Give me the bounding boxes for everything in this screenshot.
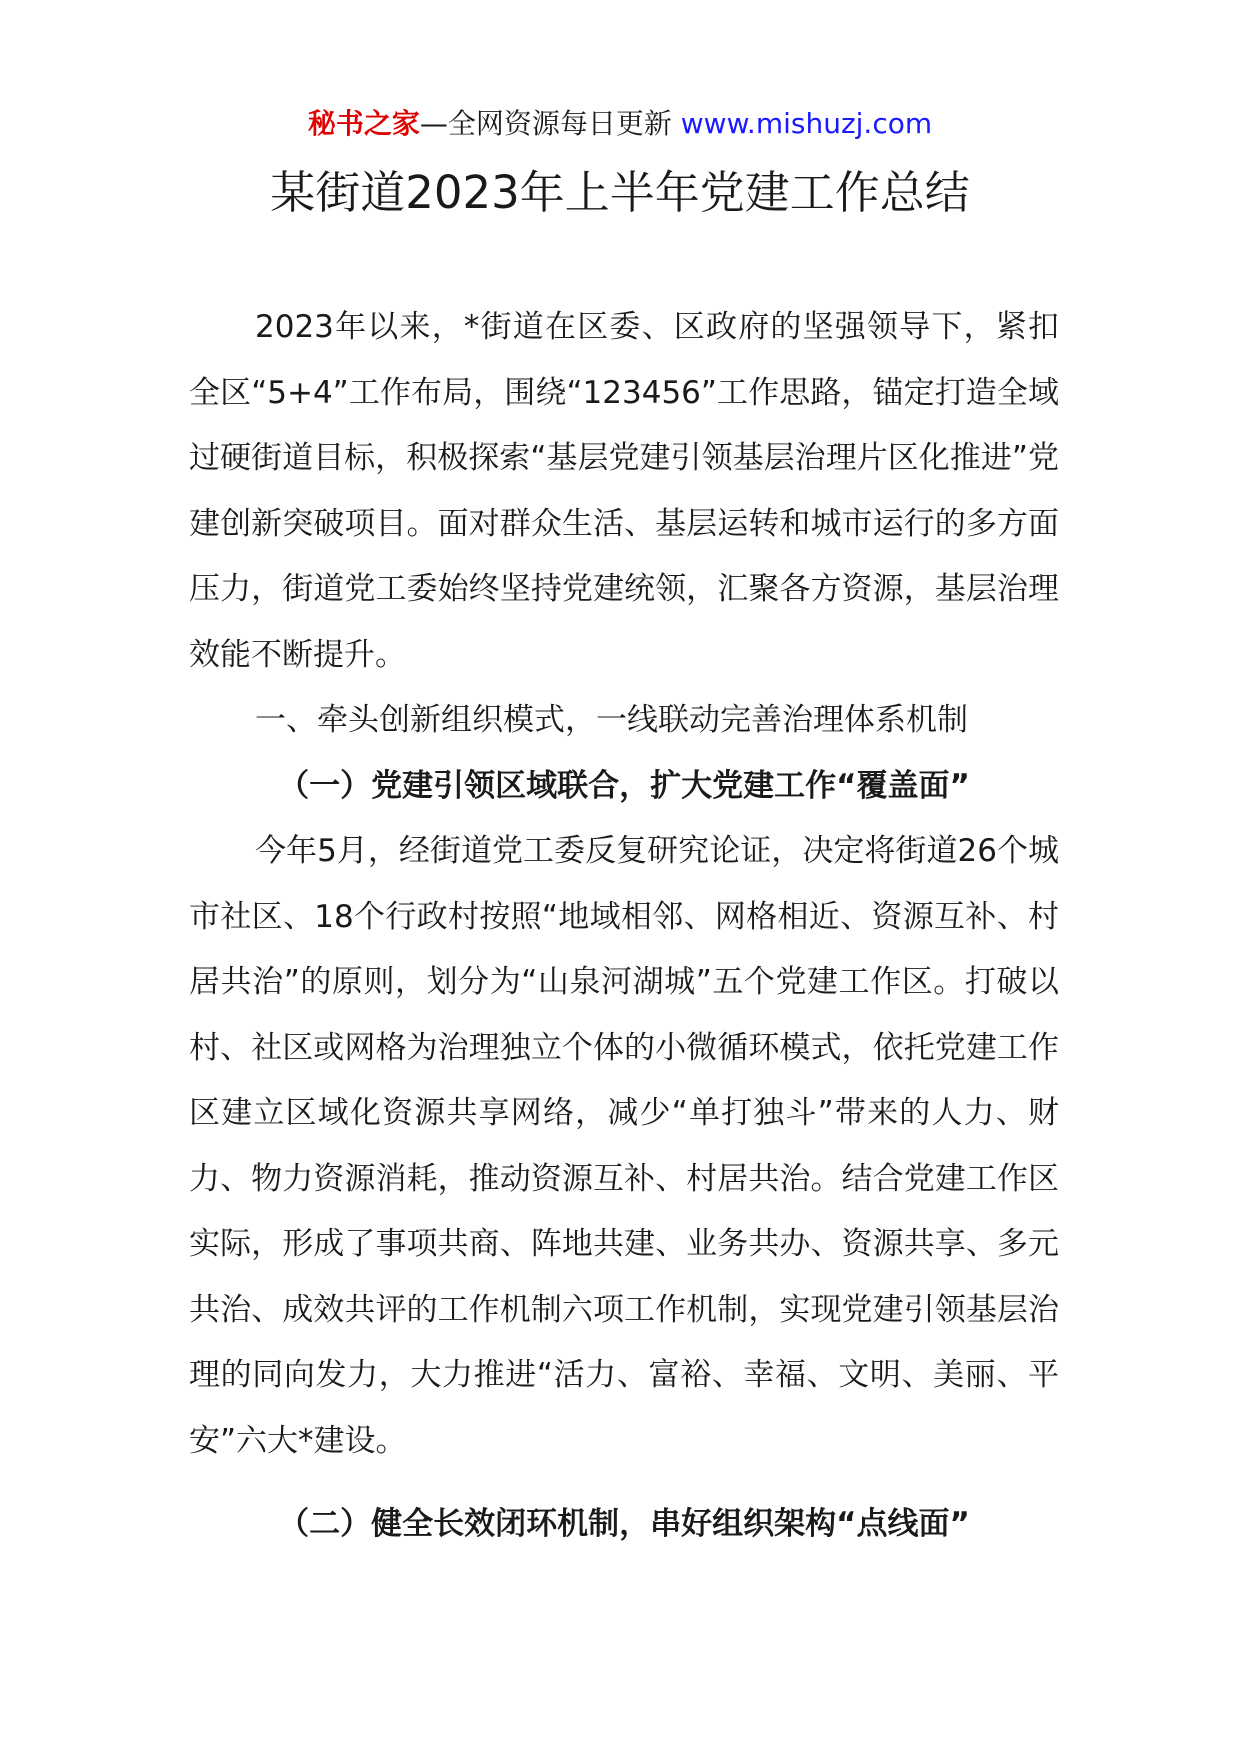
section-1-heading: 一、牵头创新组织模式，一线联动完善治理体系机制: [255, 702, 968, 738]
site-banner: [0, 104, 1240, 144]
intro-paragraph: 2023年以来，*街道在区委、区政府的坚强领导下，紧扣全区“5+4”工作布局，围绕“123456”工作思路，锚定打造全域过硬街道目标，积极探索“基层党建引领基层治理片区化推进”党建创新突破项目。面对群众生活、基层运转和城市运行的多方面压力，街道党工委始终坚持党建统领，汇聚各方资源，基层治理效能不断提升。: [189, 309, 1059, 673]
subsection-1-heading: （一）党建引领区域联合，扩大党建工作“覆盖面”: [278, 767, 970, 804]
subsection-2-heading: （二）健全长效闭环机制，串好组织架构“点线面”: [278, 1506, 970, 1542]
document-title: 某街道2023年上半年党建工作总结: [270, 166, 970, 219]
document-body: [189, 295, 1059, 1558]
banner-tagline: —全网资源每日更新: [419, 107, 681, 140]
subsection-1-paragraph: 今年5月，经街道党工委反复研究论证，决定将街道26个城市社区、18个行政村按照“地域相邻、网格相近、资源互补、村居共治”的原则，划分为“山泉河湖城”五个党建工作区。打破以村、社区或网格为治理独立个体的小微循环模式，依托党建工作区建立区域化资源共享网络，减少“单打独斗”带来的人力、财力、物力资源消耗，推动资源互补、村居共治。结合党建工作区实际，形成了事项共商、阵地共建、业务共办、资源共享、多元共治、成效共评的工作机制六项工作机制，实现党建引领基层治理的同向发力，大力推进“活力、富裕、幸福、文明、美丽、平安”六大*建设。: [189, 833, 1059, 1459]
site-url-link[interactable]: www.mishuzj.com: [680, 107, 933, 140]
brand-name: 秘书之家: [307, 107, 420, 140]
